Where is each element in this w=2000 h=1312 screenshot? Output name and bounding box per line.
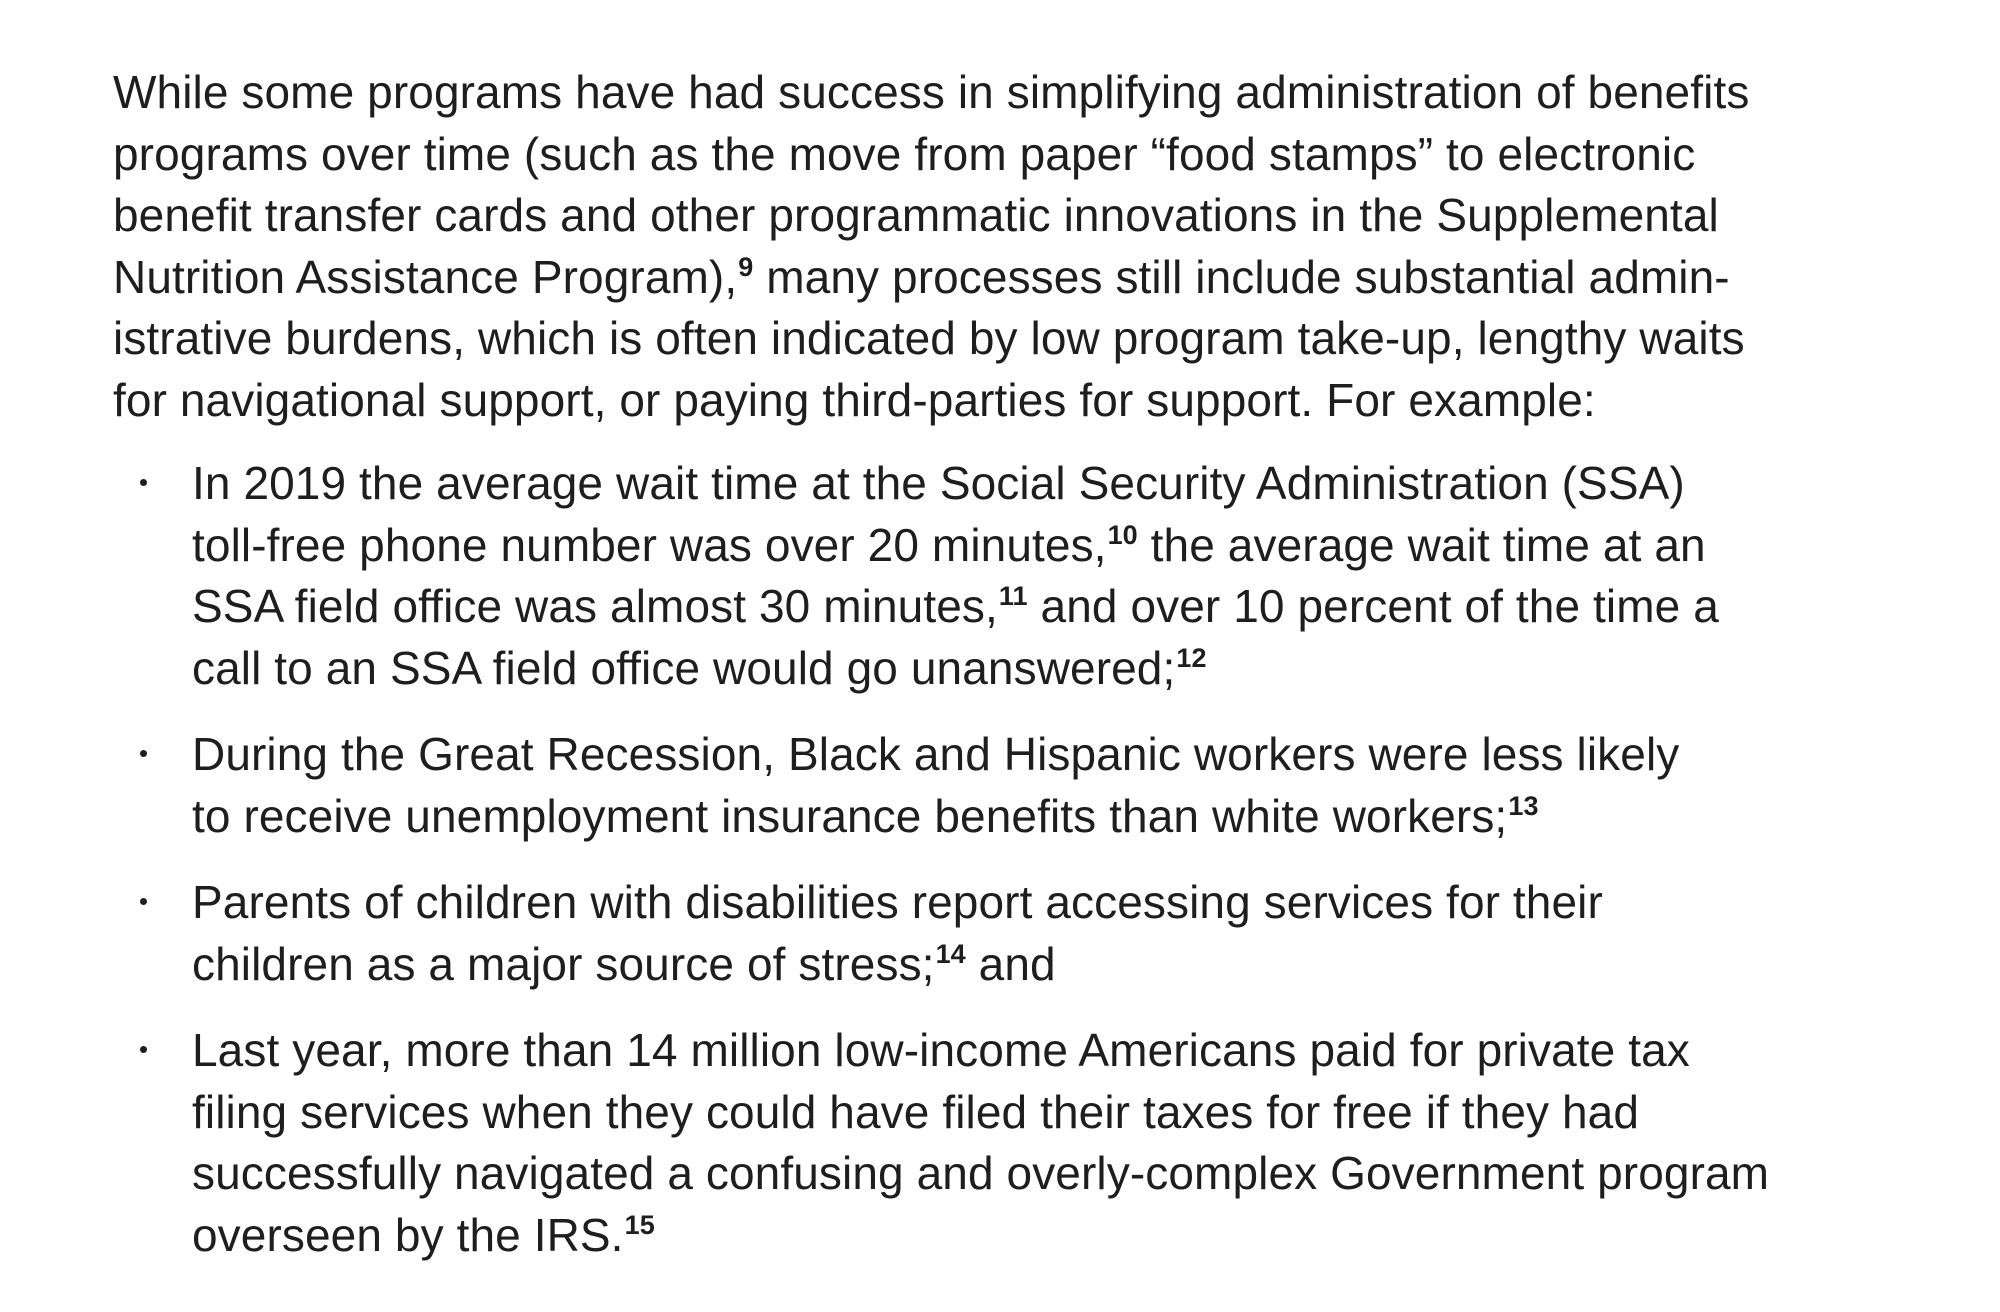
list-item-line: In 2019 the average wait time at the Social Security Administration (SSA) bbox=[192, 457, 1685, 509]
list-item-line: Last year, more than 14 million low-income Americans paid for private tax bbox=[192, 1024, 1690, 1076]
list-item-line bbox=[192, 638, 1963, 700]
bullet-icon bbox=[140, 898, 147, 905]
footnote-ref-9: 9 bbox=[738, 251, 754, 282]
intro-line bbox=[113, 247, 1963, 309]
bullet-icon bbox=[140, 479, 147, 486]
list-item-text: the average wait time at an bbox=[1137, 518, 1706, 571]
list-item-line bbox=[192, 576, 1963, 638]
list-item-line bbox=[192, 934, 1963, 996]
bullet-icon bbox=[140, 1046, 147, 1053]
footnote-ref-10: 10 bbox=[1107, 519, 1138, 550]
list-item-text: overseen by the IRS. bbox=[192, 1208, 624, 1261]
footnote-ref-12: 12 bbox=[1176, 642, 1207, 673]
list-item bbox=[113, 1020, 1963, 1266]
list-item-line: successfully navigated a confusing and overly-complex Government program bbox=[192, 1147, 1770, 1199]
intro-line-text: Nutrition Assistance Program), bbox=[113, 250, 738, 303]
bullet-icon bbox=[140, 750, 147, 757]
list-item-text: to receive unemployment insurance benefits than white workers; bbox=[192, 789, 1508, 842]
footnote-ref-13: 13 bbox=[1508, 790, 1539, 821]
list-item-text: SSA field office was almost 30 minutes, bbox=[192, 580, 998, 632]
list-item-text: and bbox=[965, 937, 1056, 990]
list-item bbox=[113, 872, 1963, 995]
list-item bbox=[113, 724, 1963, 847]
list-item-text: toll-free phone number was over 20 minutes, bbox=[192, 518, 1107, 571]
list-item-line: During the Great Recession, Black and Hispanic workers were less likely bbox=[192, 728, 1680, 780]
footnote-ref-11: 11 bbox=[998, 581, 1028, 611]
list-item-line: filing services when they could have filed their taxes for free if they had bbox=[192, 1085, 1640, 1138]
document-body bbox=[113, 62, 1963, 1291]
intro-line-text: many processes still include substantial admin- bbox=[766, 250, 1730, 303]
list-item-line bbox=[192, 1205, 1963, 1267]
intro-line: While some programs have had success in simplifying administration of benefits bbox=[113, 66, 1750, 118]
list-item-text: call to an SSA field office would go unanswered; bbox=[192, 641, 1176, 694]
intro-line: programs over time (such as the move from paper “food stamps” to electronic bbox=[113, 127, 1696, 180]
intro-line: for navigational support, or paying third-parties for support. For example: bbox=[113, 373, 1596, 426]
list-item bbox=[113, 453, 1963, 699]
list-item-line bbox=[192, 515, 1963, 577]
examples-list bbox=[113, 453, 1963, 1266]
list-item-line bbox=[192, 786, 1963, 848]
footnote-ref-15: 15 bbox=[624, 1209, 655, 1240]
list-item-line: Parents of children with disabilities report accessing services for their bbox=[192, 876, 1603, 928]
intro-line: istrative burdens, which is often indicated by low program take-up, lengthy waits bbox=[113, 312, 1745, 364]
intro-line: benefit transfer cards and other programmatic innovations in the Supplemental bbox=[113, 189, 1719, 241]
footnote-ref-14: 14 bbox=[935, 938, 966, 969]
list-item-text: and over 10 percent of the time a bbox=[1027, 580, 1719, 632]
list-item-text: children as a major source of stress; bbox=[192, 937, 935, 990]
intro-paragraph bbox=[113, 62, 1963, 431]
